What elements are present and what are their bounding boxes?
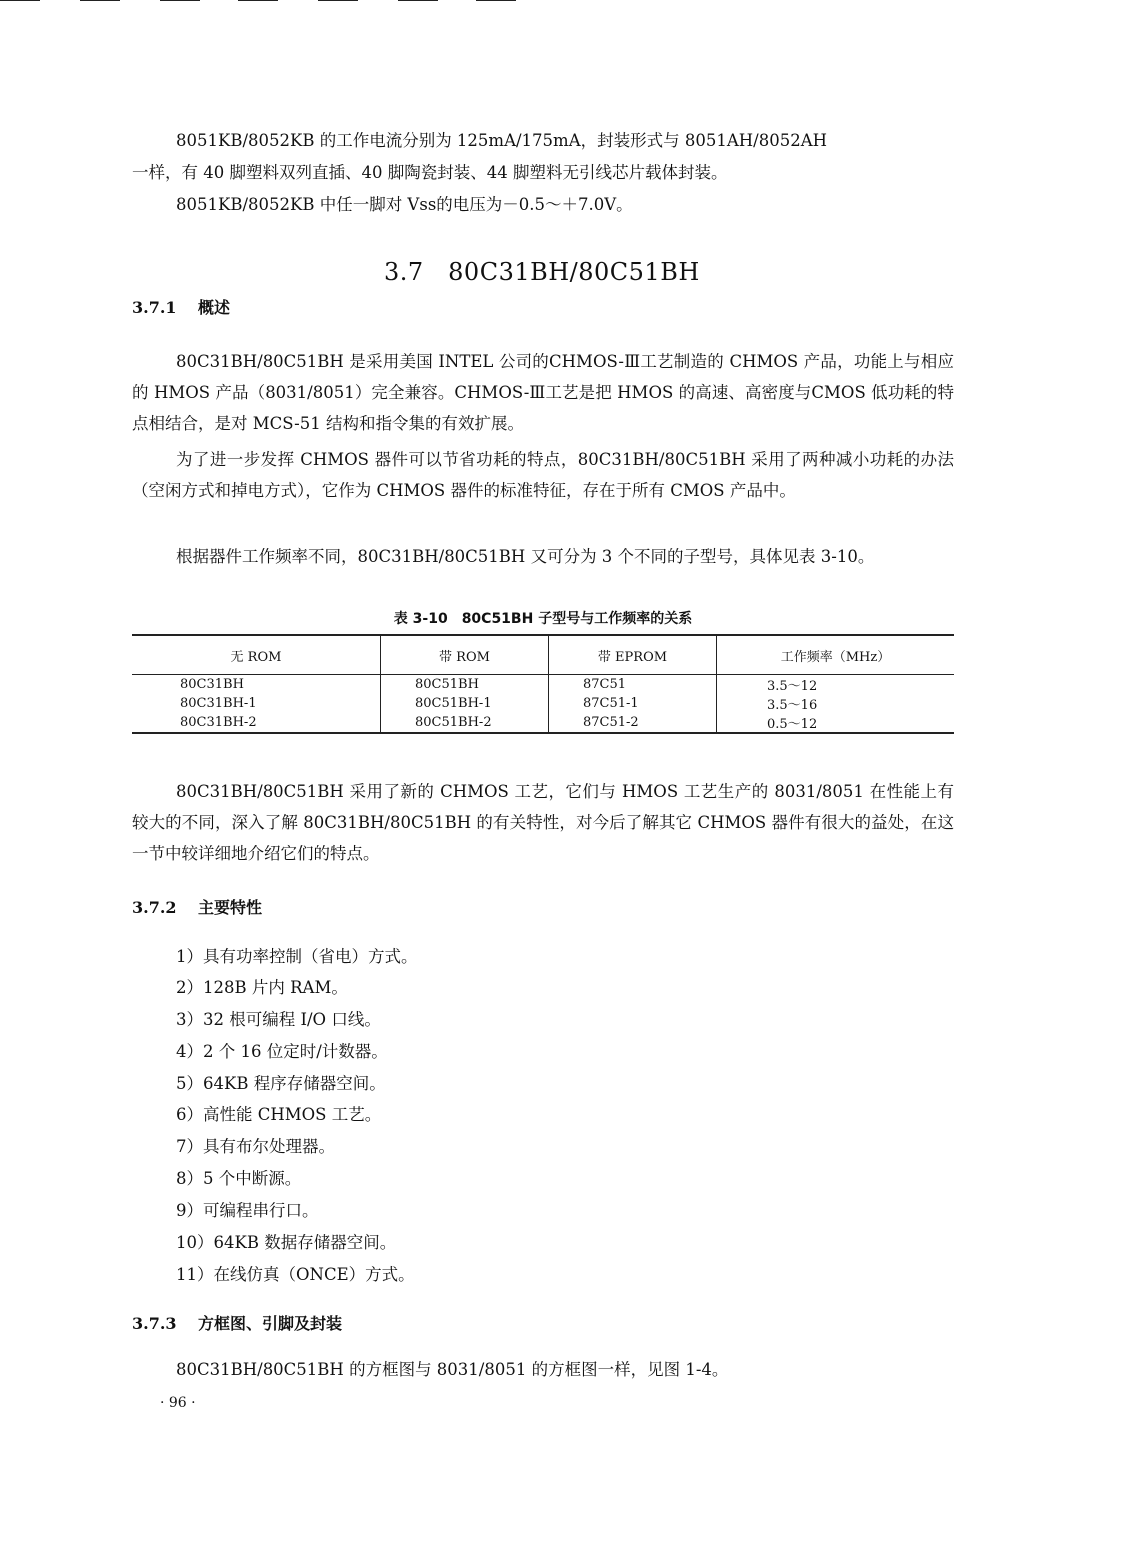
overview-paragraph-1: 80C31BH/80C51BH 是采用美国 INTEL 公司的CHMOS-Ⅲ工艺制造的 CHMOS 产品，功能上与相应的 HMOS 产品（8031/8051）完全兼容。CHMOS-Ⅲ工艺是把 HMOS 的高速、高密度与CMOS 低功耗的特点相结合，是对 MCS-51 结构和指令集的有效扩展。 bbox=[132, 352, 954, 433]
table-row bbox=[132, 694, 954, 713]
table-header-row bbox=[132, 635, 954, 675]
block-diagram-paragraph: 80C31BH/80C51BH 的方框图与 8031/8051 的方框图一样，见图 1-4。 bbox=[176, 1360, 729, 1379]
table-cell: 80C51BH bbox=[381, 675, 549, 695]
table-cell: 80C31BH-1 bbox=[132, 694, 381, 713]
table-cell: 87C51-2 bbox=[549, 713, 717, 733]
feature-item: 10）64KB 数据存储器空间。 bbox=[176, 1233, 397, 1252]
subsection-title: 主要特性 bbox=[198, 898, 263, 917]
feature-item: 11）在线仿真（ONCE）方式。 bbox=[176, 1265, 415, 1284]
top-rule bbox=[160, 0, 200, 1]
table-header-cell: 带 ROM bbox=[381, 635, 549, 675]
table-cell: 80C51BH-1 bbox=[381, 694, 549, 713]
table-header-cell: 无 ROM bbox=[132, 635, 381, 675]
table-cell: 80C51BH-2 bbox=[381, 713, 549, 733]
subsection-title: 概述 bbox=[198, 298, 231, 317]
overview-paragraph-3: 根据器件工作频率不同，80C31BH/80C51BH 又可分为 3 个不同的子型号，具体见表 3-10。 bbox=[176, 547, 875, 566]
overview-paragraph-2: 为了进一步发挥 CHMOS 器件可以节省功耗的特点，80C31BH/80C51BH 采用了两种减小功耗的办法（空闲方式和掉电方式），它作为 CHMOS 器件的标准特征，存在于所有 CMOS 产品中。 bbox=[132, 450, 954, 500]
feature-item: 8）5 个中断源。 bbox=[176, 1169, 302, 1188]
feature-item: 7）具有布尔处理器。 bbox=[176, 1137, 335, 1156]
feature-item: 1）具有功率控制（省电）方式。 bbox=[176, 947, 418, 966]
table-cell: 80C31BH-2 bbox=[132, 713, 381, 733]
subsection-number: 3.7.2 bbox=[132, 898, 177, 917]
table-cell: 87C51-1 bbox=[549, 694, 717, 713]
page-number: · 96 · bbox=[160, 1395, 196, 1411]
table-cell: 0.5～12 bbox=[717, 713, 955, 733]
table-cell: 3.5～12 bbox=[767, 679, 818, 694]
table-header-cell: 工作频率（MHz） bbox=[717, 635, 955, 675]
table-cell: 3.5～16 bbox=[767, 698, 818, 713]
subtype-frequency-table bbox=[132, 634, 954, 734]
table-cell: 80C31BH bbox=[132, 675, 381, 695]
after-table-paragraph: 80C31BH/80C51BH 采用了新的 CHMOS 工艺，它们与 HMOS 工艺生产的 8031/8051 在性能上有较大的不同，深入了解 80C31BH/80C51BH 的有关特性，对今后了解其它 CHMOS 器件有很大的益处，在这一节中较详细地介绍它们的特点。 bbox=[132, 782, 954, 863]
table-caption: 表 3-10 80C51BH 子型号与工作频率的关系 bbox=[393, 611, 693, 627]
subsection-heading-features bbox=[132, 895, 262, 918]
top-rule bbox=[318, 0, 358, 1]
feature-item: 2）128B 片内 RAM。 bbox=[176, 978, 348, 997]
feature-item: 4）2 个 16 位定时/计数器。 bbox=[176, 1042, 388, 1061]
intro-line-1: 8051KB/8052KB 的工作电流分别为 125mA/175mA，封装形式与 8051AH/8052AH bbox=[176, 131, 828, 150]
top-rule bbox=[0, 0, 40, 1]
table-header-cell: 带 EPROM bbox=[549, 635, 717, 675]
intro-line-2: 一样，有 40 脚塑料双列直插、40 脚陶瓷封装、44 脚塑料无引线芯片载体封装。 bbox=[132, 163, 728, 182]
table-row bbox=[132, 713, 954, 733]
subsection-number: 3.7.3 bbox=[132, 1314, 177, 1333]
top-rule bbox=[476, 0, 516, 1]
table-cell: 87C51 bbox=[549, 675, 717, 695]
table-row bbox=[132, 675, 954, 695]
subsection-number: 3.7.1 bbox=[132, 298, 177, 317]
section-title: 3.7 80C31BH/80C51BH bbox=[384, 258, 700, 286]
feature-item: 3）32 根可编程 I/O 口线。 bbox=[176, 1010, 381, 1029]
feature-item: 6）高性能 CHMOS 工艺。 bbox=[176, 1105, 382, 1124]
feature-item: 9）可编程串行口。 bbox=[176, 1201, 319, 1220]
subsection-title: 方框图、引脚及封装 bbox=[198, 1314, 343, 1333]
feature-item: 5）64KB 程序存储器空间。 bbox=[176, 1074, 386, 1093]
intro-paragraph-2: 8051KB/8052KB 中任一脚对 Vss的电压为－0.5～＋7.0V。 bbox=[176, 195, 633, 214]
top-rule bbox=[80, 0, 120, 1]
top-rule bbox=[398, 0, 438, 1]
subsection-heading-block-diagram bbox=[132, 1311, 342, 1334]
top-rule bbox=[238, 0, 278, 1]
subsection-heading-overview bbox=[132, 295, 230, 318]
